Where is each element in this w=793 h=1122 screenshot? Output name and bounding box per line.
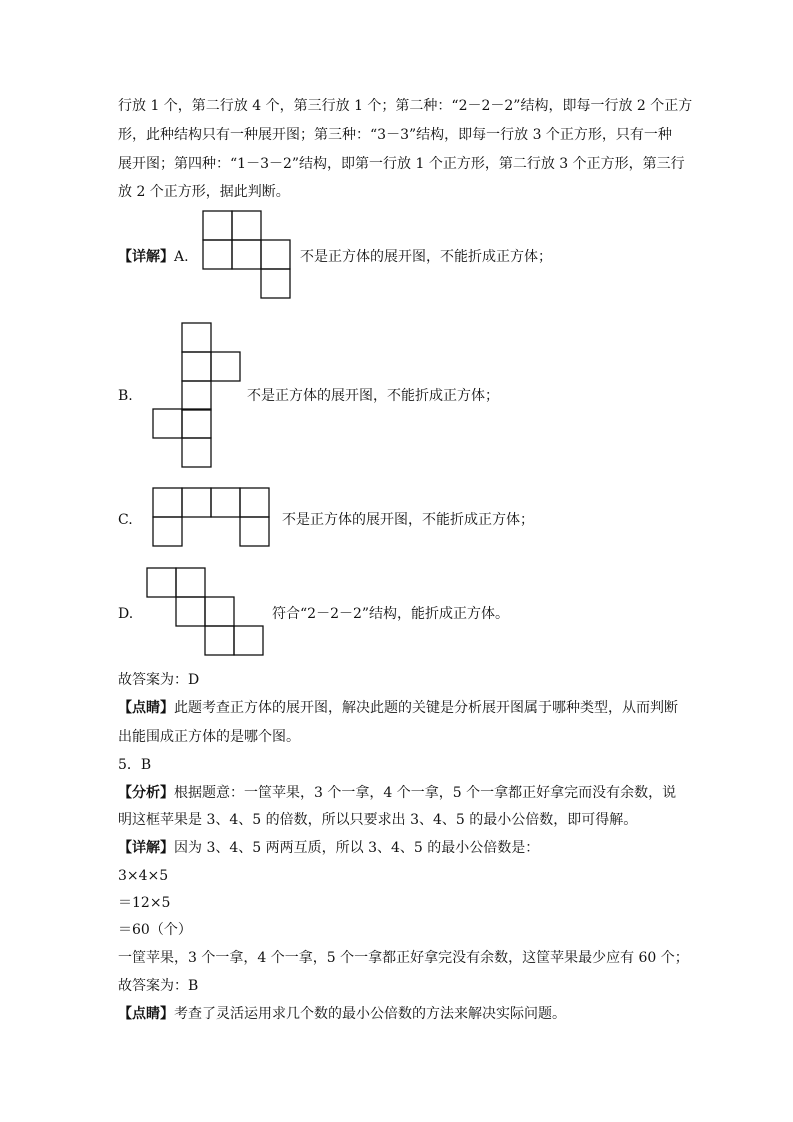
intro-line-3: 展开图；第四种：“1－3－2”结构，即第一行放 1 个正方形，第二行放 3 个正方形，第三行 (118, 156, 685, 172)
comment-tag: 【点睛】 (118, 700, 174, 716)
net-d-square (147, 568, 176, 597)
intro-line-4: 放 2 个正方形，据此判断。 (118, 184, 290, 200)
net-b-square (153, 409, 182, 438)
q5-detail-text: 因为 3、4、5 两两互质，所以 3、4、5 的最小公倍数是： (174, 840, 540, 856)
net-diagram-d (147, 568, 265, 658)
net-a-square (232, 211, 261, 240)
net-c-square (153, 488, 182, 517)
option-a-row (118, 247, 189, 267)
q5-comment-text: 考查了灵活运用求几个数的最小公倍数的方法来解决实际问题。 (174, 1006, 566, 1022)
q4-answer: 故答案为：D (118, 672, 200, 688)
net-c-square (153, 517, 182, 546)
option-c-text: 不是正方体的展开图，不能折成正方体； (282, 512, 534, 528)
intro-line-1: 行放 1 个，第二行放 4 个，第三行放 1 个；第二种：“2－2－2”结构，即每一行放 2 个正方 (118, 98, 693, 114)
q5-step-2: ＝12×5 (118, 895, 171, 911)
q4-comment-text: 此题考查正方体的展开图，解决此题的关键是分析展开图属于哪种类型，从而判断 (174, 700, 678, 716)
comment-tag: 【点睛】 (118, 1006, 174, 1022)
option-b-label: B. (118, 388, 133, 404)
q4-comment-line-1 (118, 698, 678, 718)
net-d-square (176, 597, 205, 626)
option-a-label: A. (174, 249, 189, 265)
net-a-square (261, 269, 290, 298)
q5-answer: 故答案为：B (118, 978, 199, 994)
q5-number: 5．B (118, 757, 152, 773)
q5-analysis-line-1 (118, 783, 676, 803)
net-a-square (232, 240, 261, 269)
net-c-square (240, 517, 269, 546)
net-diagram-a (203, 211, 293, 299)
net-diagram-b (153, 323, 243, 468)
q4-comment-line-2: 出能围成正方体的是哪个图。 (118, 729, 300, 745)
net-b-square (211, 352, 240, 381)
option-b-text: 不是正方体的展开图，不能折成正方体； (247, 388, 499, 404)
net-b-square (182, 438, 211, 467)
net-d-square (205, 626, 234, 655)
net-d-square (176, 568, 205, 597)
q5-comment-line (118, 1004, 566, 1024)
net-b-square (182, 352, 211, 381)
net-d-square (205, 597, 234, 626)
option-d-text: 符合“2－2－2”结构，能折成正方体。 (272, 606, 510, 622)
net-d-square (234, 626, 263, 655)
net-a-square (203, 211, 232, 240)
q5-step-3: ＝60（个） (118, 922, 192, 938)
q5-analysis-text: 根据题意：一筐苹果，3 个一拿，4 个一拿，5 个一拿都正好拿完而没有余数，说 (174, 785, 677, 801)
analysis-tag: 【分析】 (118, 785, 174, 801)
net-c-square (182, 488, 211, 517)
intro-line-2: 形，此种结构只有一种展开图；第三种：“3－3”结构，即每一行放 3 个正方形，只有一种 (118, 127, 672, 143)
net-c-square (240, 488, 269, 517)
net-diagram-c (153, 488, 271, 548)
detail-tag: 【详解】 (118, 840, 174, 856)
net-b-square (182, 323, 211, 352)
net-c-square (211, 488, 240, 517)
net-b-square (182, 409, 211, 438)
net-a-square (203, 240, 232, 269)
net-a-square (261, 240, 290, 269)
q5-conclusion: 一筐苹果，3 个一拿，4 个一拿，5 个一拿都正好拿完没有余数，这筐苹果最少应有 60 个； (118, 950, 689, 966)
q5-detail-line (118, 838, 539, 858)
option-d-label: D. (118, 606, 134, 622)
net-b-square (182, 381, 211, 410)
q5-analysis-line-2: 明这框苹果是 3、4、5 的倍数，所以只要求出 3、4、5 的最小公倍数，即可得解。 (118, 812, 638, 828)
option-c-label: C. (118, 512, 133, 528)
q5-step-1: 3×4×5 (118, 868, 169, 884)
detail-tag: 【详解】 (118, 249, 174, 265)
option-a-text: 不是正方体的展开图，不能折成正方体； (300, 249, 552, 265)
